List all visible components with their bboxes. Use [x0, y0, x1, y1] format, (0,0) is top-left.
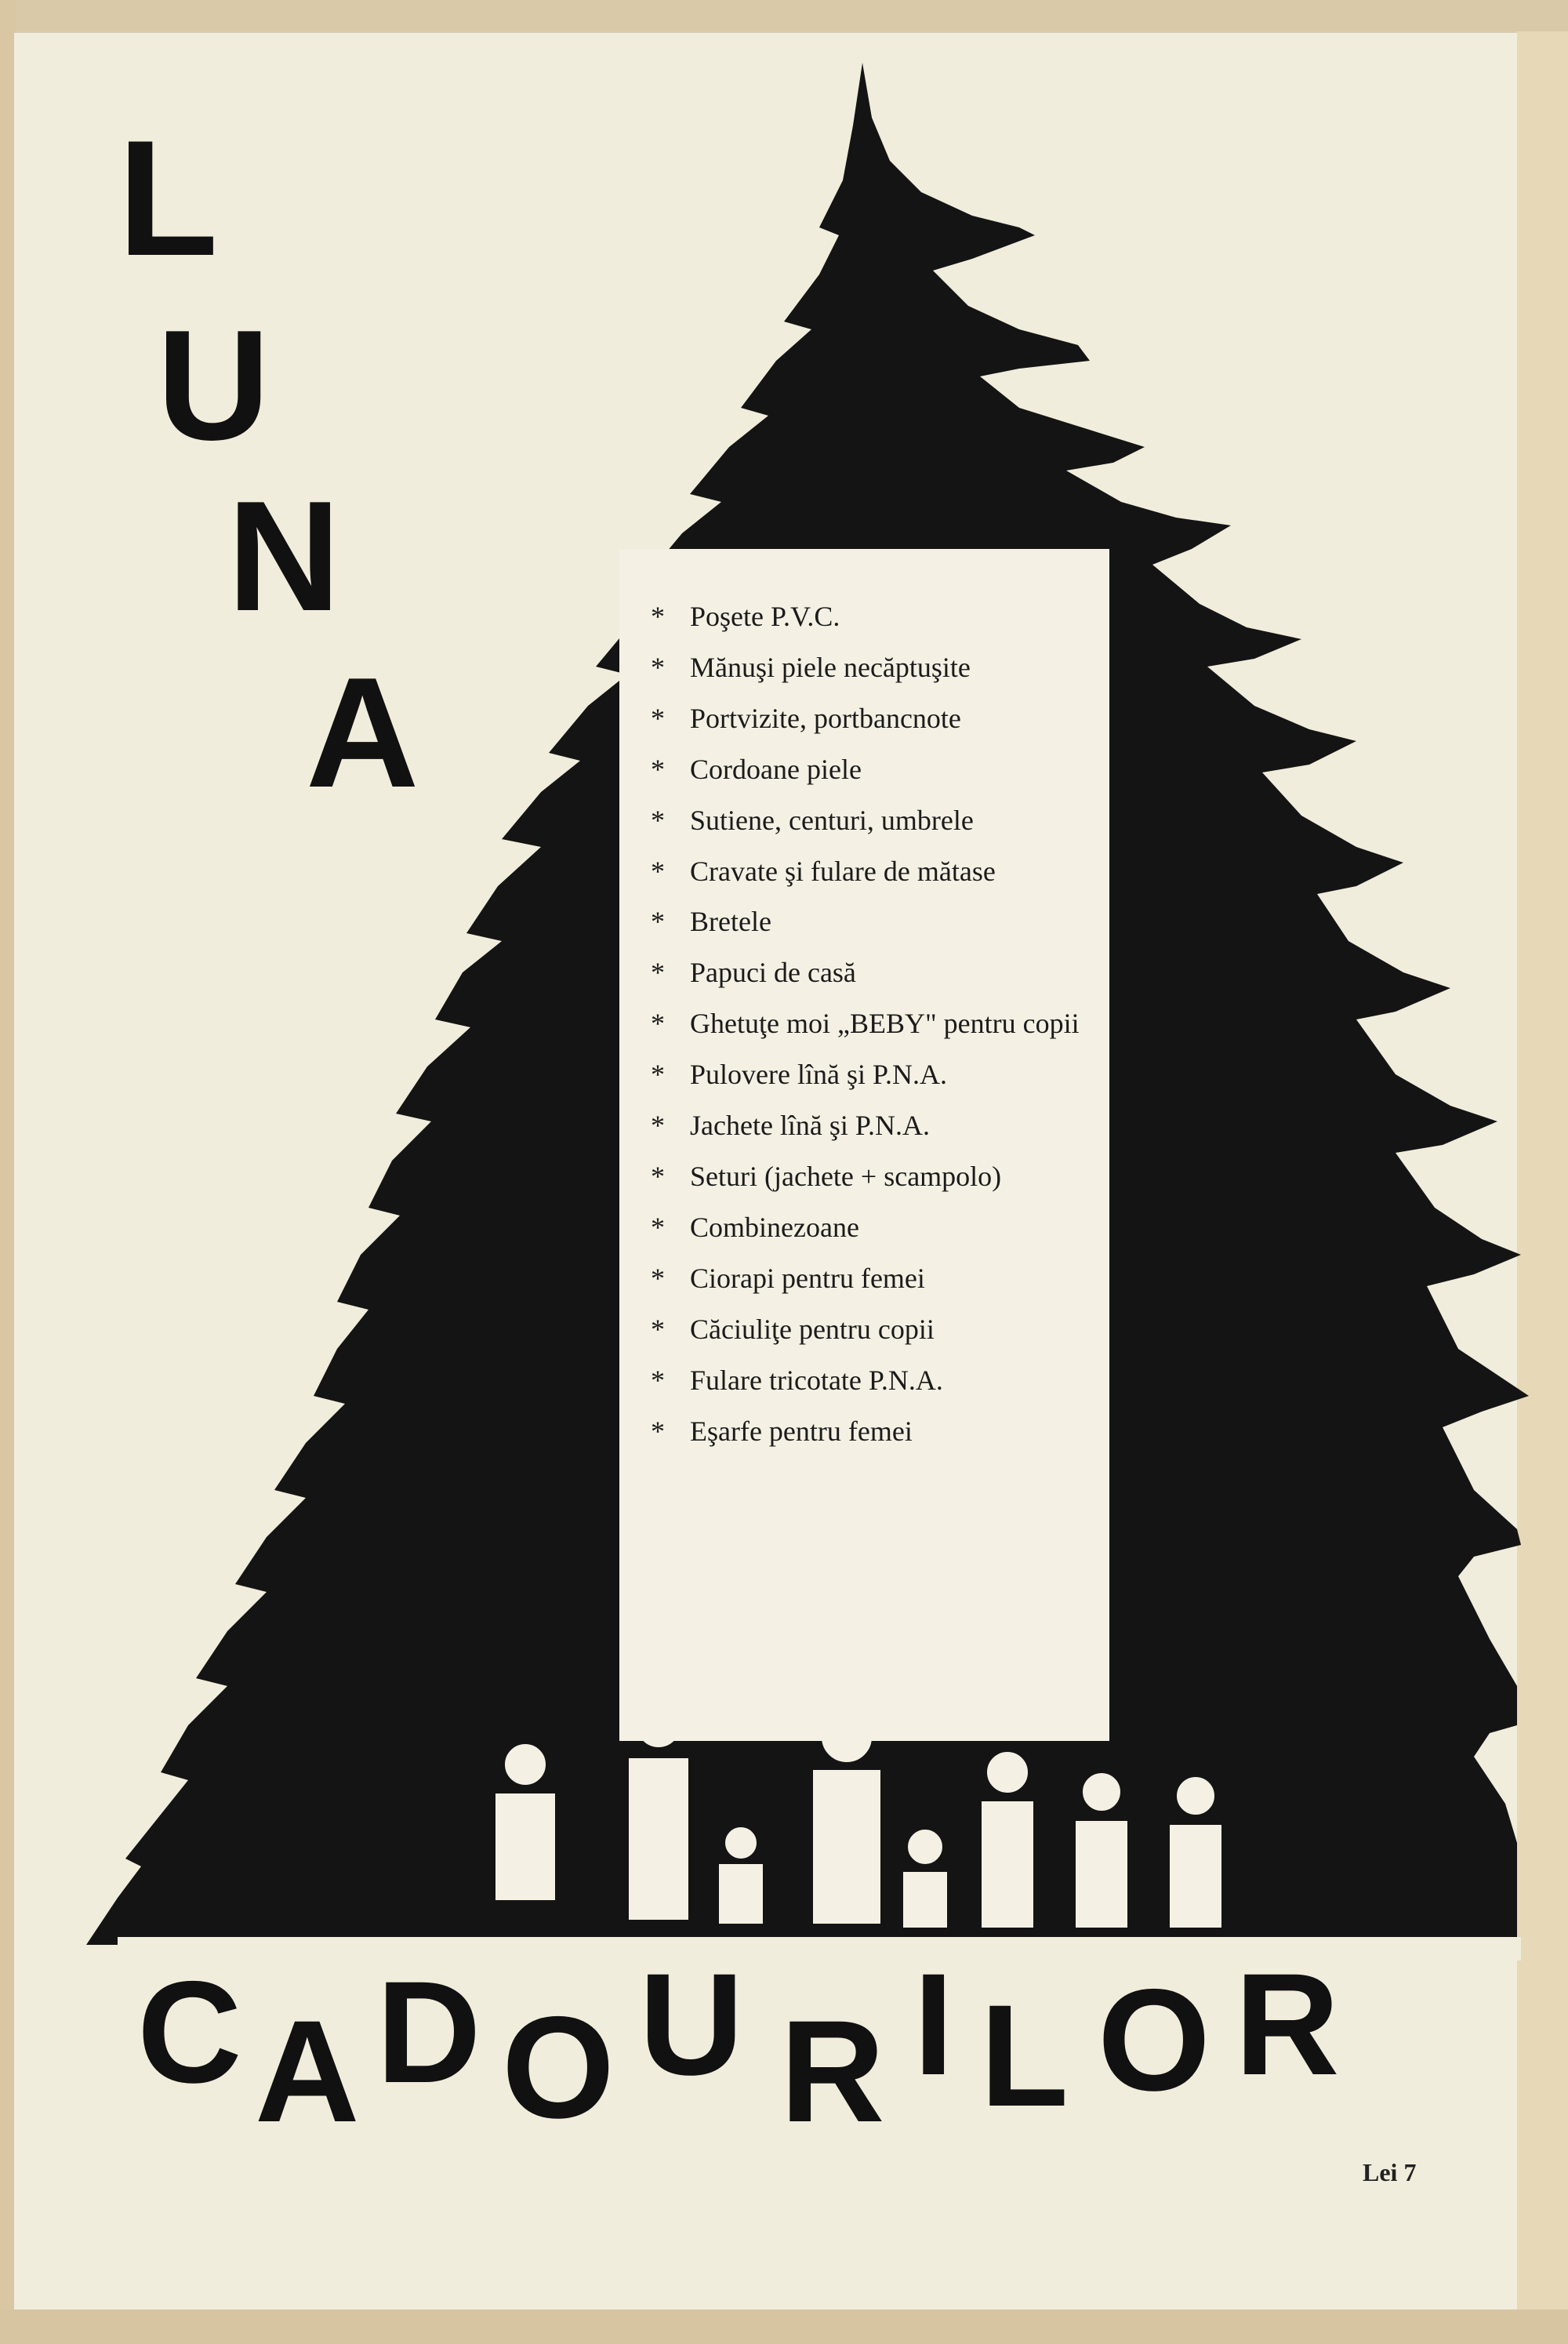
list-item: * Jachete lînă şi P.N.A. [651, 1110, 930, 1142]
list-item: * Combinezoane [651, 1211, 859, 1243]
list-item: * Mănuşi piele necăptuşite [651, 651, 971, 683]
headline-letter: O [502, 1987, 615, 2149]
headline-bottom-word [137, 1953, 1517, 2157]
list-item: * Cravate şi fulare de mătase [651, 855, 996, 887]
list-item: * Seturi (jachete + scampolo) [651, 1160, 1002, 1192]
list-item: * Eşarfe pentru femei [651, 1415, 913, 1447]
headline-letter: R [780, 1991, 885, 2153]
list-item: * Poşete P.V.C. [651, 601, 840, 632]
list-item: * Ghetuţe moi „BEBY" pentru copii [651, 1008, 1080, 1040]
headline-letter: L [980, 1975, 1069, 2137]
list-item: * Fulare tricotate P.N.A. [651, 1364, 943, 1396]
list-item: * Cordoane piele [651, 753, 862, 785]
headline-letter: D [376, 1953, 481, 2113]
list-item: * Sutiene, centuri, umbrele [651, 804, 974, 836]
gift-list [651, 600, 1105, 1465]
list-item: * Căciuliţe pentru copii [651, 1313, 935, 1345]
headline-letter: C [137, 1953, 242, 2113]
list-item: * Pulovere lînă şi P.N.A. [651, 1059, 947, 1091]
headline-letter-u: U [157, 298, 270, 473]
list-item: * Portvizite, portbancnote [651, 702, 961, 734]
list-item: * Papuci de casă [651, 957, 856, 989]
headline-letter-n: N [227, 469, 341, 644]
list-item: * Bretele [651, 906, 771, 938]
headline-letter: I [913, 1953, 954, 2106]
headline-letter: A [255, 1991, 360, 2153]
headline-letter-l: L [118, 106, 219, 290]
headline-letter-a: A [306, 645, 419, 820]
list-item: * Ciorapi pentru femei [651, 1262, 925, 1294]
headline-letter: U [639, 1953, 744, 2106]
price-label: Lei 7 [1363, 2158, 1417, 2186]
headline-letter: O [1098, 1960, 1210, 2121]
headline-letter: R [1235, 1953, 1340, 2106]
